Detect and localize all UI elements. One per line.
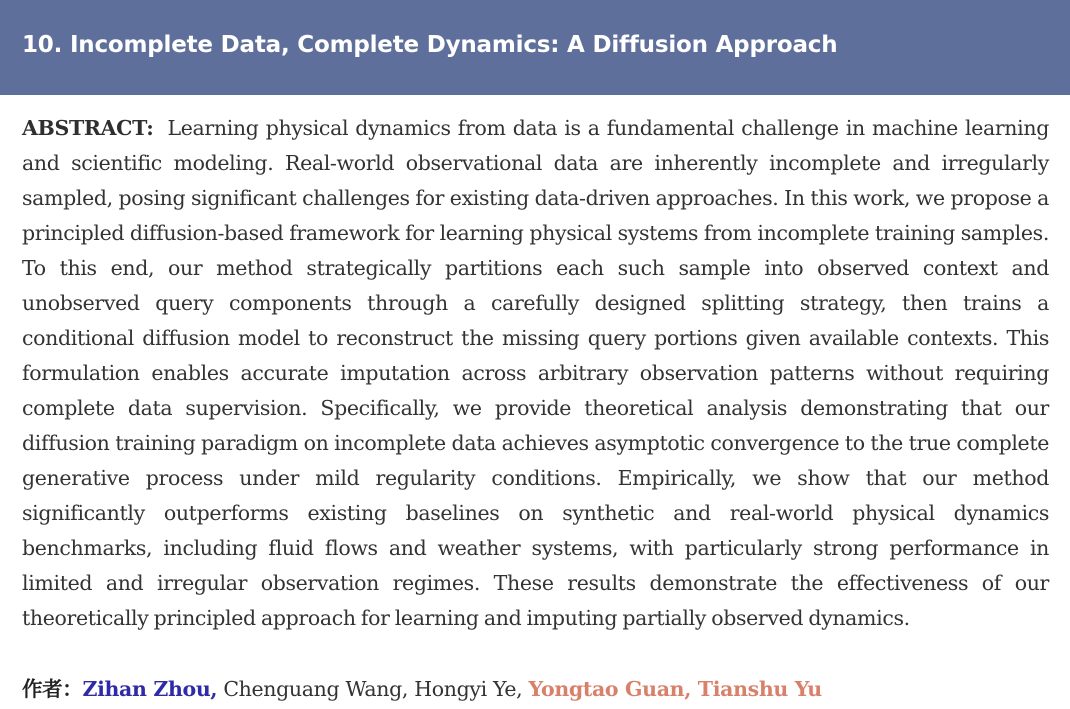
author-list: Chenguang Wang, Hongyi Ye, <box>217 677 529 701</box>
author-highlight-blue: Zihan Zhou, <box>82 677 218 701</box>
abstract-text: Learning physical dynamics from data is a fundamental challenge in machine learning and scientific modeling. Real-world observational data are inherently incomplete and irregularly sampled, posing significant challenges for existing data-driven approaches. In this work, we propose a principled diffusion-based framework for learning physical systems from incomplete training samples. To this end, our method strategically partitions each such sample into observed context and unobserved query components through a carefully designed splitting strategy, then trains a conditional diffusion model to reconstruct the missing query portions given available contexts. This formulation enables accurate imputation across arbitrary observation patterns without requiring complete data supervision. Specifically, we provide theoretical analysis demonstrating that our diffusion training paradigm on incomplete data achieves asymptotic convergence to the true complete generative process under mild regularity conditions. Empirically, we show that our method significantly outperforms existing baselines on synthetic and real-world physical dynamics benchmarks, including fluid flows and weather systems, with particularly strong performance in limited and irregular observation regimes. These results demonstrate the effectiveness of our theoretically principled approach for learning and imputing partially observed dynamics. <box>22 116 1049 630</box>
paper-title: 10. Incomplete Data, Complete Dynamics: A Diffusion Approach <box>22 32 838 58</box>
abstract-label: ABSTRACT: <box>22 116 154 140</box>
paper-header <box>0 0 1070 95</box>
abstract-block <box>22 111 1049 636</box>
authors-label: 作者： <box>22 677 83 701</box>
authors-line <box>22 672 1049 707</box>
author-highlight-orange: Yongtao Guan, Tianshu Yu <box>528 677 822 701</box>
